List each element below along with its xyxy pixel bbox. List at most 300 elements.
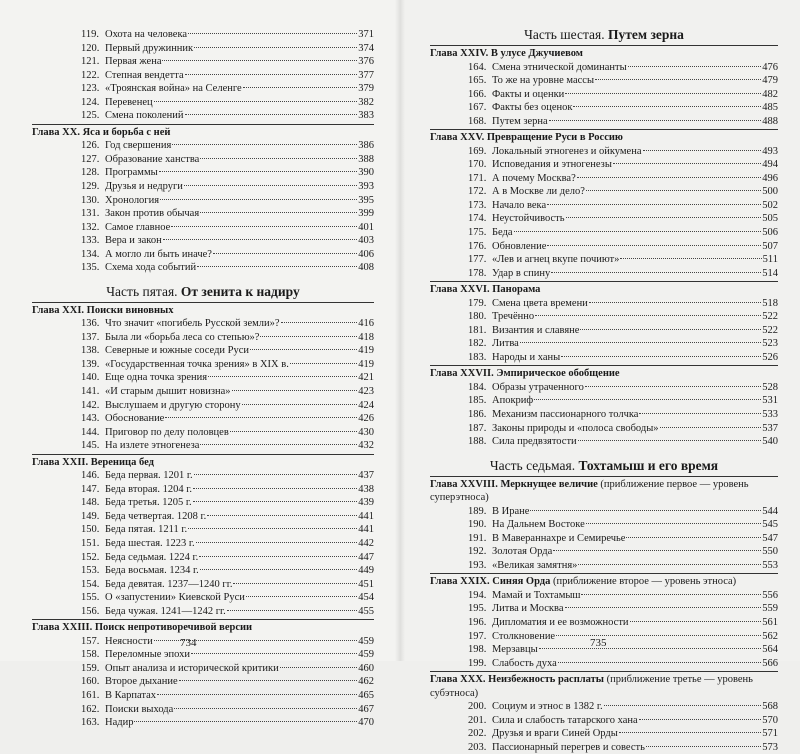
toc-entry	[430, 88, 778, 102]
dot-leader	[581, 594, 761, 595]
entry-number: 153.	[81, 565, 100, 577]
entry-title: Первый дружинник	[105, 42, 194, 54]
entry-number: 176.	[468, 240, 487, 252]
entry-page: 388	[358, 153, 374, 165]
entry-title: Переломные эпохи	[105, 649, 191, 661]
entry-title: Первая жена	[105, 56, 162, 68]
toc-entry	[32, 96, 374, 110]
dot-leader	[586, 190, 761, 191]
entry-page: 518	[762, 297, 778, 309]
part-name: Тохтамыш и его время	[578, 457, 719, 473]
toc-entry	[430, 337, 778, 351]
entry-title: Образование ханства	[105, 153, 200, 165]
dot-leader	[660, 427, 762, 428]
entry-number: 159.	[81, 662, 100, 674]
entry-number: 156.	[81, 605, 100, 617]
dot-leader	[154, 101, 358, 102]
dot-leader	[547, 204, 761, 205]
entry-page: 423	[358, 386, 374, 398]
entry-title: В Мавераннахре и Семиречье	[492, 532, 626, 544]
entry-page: 571	[762, 728, 778, 740]
toc-entry	[430, 381, 778, 395]
entry-page: 566	[762, 657, 778, 669]
toc-entry	[430, 422, 778, 436]
toc-entry	[32, 234, 374, 248]
toc-entry	[32, 358, 374, 372]
dot-leader	[197, 266, 357, 267]
entry-number: 127.	[81, 153, 100, 165]
entry-number: 131.	[81, 208, 100, 220]
chapter-title: Глава XXVII. Эмпирическое обобщение	[430, 368, 620, 380]
dot-leader	[172, 144, 357, 145]
entry-title: Выслушаем и другую сторону	[105, 399, 241, 411]
dot-leader	[200, 444, 357, 445]
entry-number: 194.	[468, 589, 487, 601]
toc-entry	[430, 505, 778, 519]
toc-entry	[32, 703, 374, 717]
entry-title: Путем зерна	[492, 115, 548, 127]
entry-number: 140.	[81, 372, 100, 384]
toc-entry	[32, 139, 374, 153]
entry-page: 430	[358, 426, 374, 438]
entry-page: 494	[762, 159, 778, 171]
right-page	[400, 0, 800, 753]
toc-entry	[32, 510, 374, 524]
entry-number: 161.	[81, 689, 100, 701]
dot-leader	[260, 336, 357, 337]
entry-title: «Государственная точка зрения» в XIX в.	[105, 358, 289, 370]
dot-leader	[160, 199, 357, 200]
chapter-heading	[32, 302, 374, 318]
part-name: От зенита к надиру	[180, 283, 300, 299]
dot-leader	[191, 653, 357, 654]
dot-leader	[243, 87, 358, 88]
entry-number: 197.	[468, 630, 487, 642]
entry-number: 164.	[468, 61, 487, 73]
toc-entry	[430, 351, 778, 365]
entry-title: Беда чужая. 1241—1242 гг.	[105, 605, 226, 617]
toc-entry	[32, 689, 374, 703]
toc-entry	[430, 226, 778, 240]
entry-number: 150.	[81, 524, 100, 536]
part-title	[430, 457, 778, 475]
left-toc-column	[32, 28, 374, 730]
entry-page: 382	[358, 96, 374, 108]
chapter-note: (приближение второе — уровень этноса)	[553, 576, 737, 588]
part-title	[32, 283, 374, 301]
dot-leader	[200, 212, 357, 213]
entry-page: 451	[358, 578, 374, 590]
entry-page: 390	[358, 167, 374, 179]
dot-leader	[565, 93, 761, 94]
dot-leader	[578, 564, 761, 565]
entry-number: 141.	[81, 386, 100, 398]
entry-page: 564	[762, 644, 778, 656]
entry-title: Беда первая. 1201 г.	[105, 470, 193, 482]
entry-number: 201.	[468, 714, 487, 726]
chapter-heading	[430, 365, 778, 381]
dot-leader	[639, 413, 761, 414]
entry-number: 175.	[468, 227, 487, 239]
toc-entry	[32, 426, 374, 440]
dot-leader	[194, 474, 358, 475]
dot-leader	[628, 66, 762, 67]
entry-page: 500	[762, 186, 778, 198]
entry-title: Приговор по делу половцев	[105, 426, 229, 438]
entry-page: 496	[762, 172, 778, 184]
entry-title: Схема хода событий	[105, 262, 197, 274]
chapter-note: (приближение первое — уровень суперэтноса)	[430, 478, 749, 504]
toc-entry	[430, 185, 778, 199]
entry-number: 191.	[468, 532, 487, 544]
entry-title: «И старым дышит новизна»	[105, 386, 231, 398]
entry-title: Друзья и враги Синей Орды	[492, 728, 618, 740]
dot-leader	[551, 272, 761, 273]
chapter-heading	[430, 476, 778, 505]
entry-title: А могло ли быть иначе?	[105, 248, 212, 260]
entry-page: 419	[358, 345, 374, 357]
dot-leader	[185, 114, 358, 115]
entry-title: Беда третья. 1205 г.	[105, 497, 192, 509]
entry-title: «Троянская война» на Селенге	[105, 83, 242, 95]
dot-leader	[619, 732, 761, 733]
toc-entry	[32, 648, 374, 662]
entry-title: А почему Москва?	[492, 172, 576, 184]
entry-page: 493	[762, 145, 778, 157]
dot-leader	[199, 556, 357, 557]
entry-page: 522	[762, 324, 778, 336]
entry-page: 376	[358, 56, 374, 68]
entry-page: 408	[358, 262, 374, 274]
dot-leader	[589, 302, 761, 303]
entry-page: 537	[762, 422, 778, 434]
entry-number: 119.	[81, 29, 99, 40]
entry-page: 379	[358, 83, 374, 95]
part-prefix: Часть шестая.	[524, 27, 605, 42]
dot-leader	[613, 163, 761, 164]
entry-title: Мамай и Тохтамыш	[492, 589, 581, 601]
chapter-heading	[430, 573, 778, 589]
dot-leader	[165, 417, 357, 418]
toc-entry	[32, 261, 374, 275]
left-page	[0, 0, 400, 729]
entry-number: 134.	[81, 248, 100, 260]
dot-leader	[520, 342, 761, 343]
dot-leader	[157, 694, 357, 695]
toc-entry	[32, 153, 374, 167]
entry-title: Беда вторая. 1204 г.	[105, 483, 192, 495]
entry-number: 202.	[468, 728, 487, 740]
dot-leader	[630, 621, 762, 622]
toc-entry	[32, 675, 374, 689]
toc-entry	[430, 714, 778, 728]
toc-entry	[430, 408, 778, 422]
entry-number: 157.	[81, 635, 100, 647]
dot-leader	[188, 528, 357, 529]
toc-entry	[32, 716, 374, 730]
entry-page: 573	[762, 741, 778, 753]
chapter-title: Глава XXII. Вереница бед	[32, 456, 154, 468]
toc-entry	[430, 602, 778, 616]
toc-entry	[32, 331, 374, 345]
entry-title: Поиски выхода	[105, 703, 174, 715]
entry-number: 138.	[81, 345, 100, 357]
dot-leader	[196, 542, 358, 543]
toc-entry	[32, 439, 374, 453]
toc-entry	[32, 578, 374, 592]
entry-title: Неустойчивость	[492, 213, 565, 225]
entry-title: Локальный этногенез и ойкумена	[492, 145, 642, 157]
entry-number: 190.	[468, 519, 487, 531]
entry-title: «Лев и агнец вкупе почиют»	[492, 254, 620, 266]
entry-number: 124.	[81, 96, 100, 108]
entry-title: Факты и оценки	[492, 88, 565, 100]
entry-number: 143.	[81, 413, 100, 425]
toc-entry	[32, 69, 374, 83]
entry-title: Византия и славяне	[492, 324, 580, 336]
chapter-heading	[32, 454, 374, 470]
entry-number: 139.	[81, 358, 100, 370]
toc-entry	[32, 221, 374, 235]
entry-number: 185.	[468, 395, 487, 407]
entry-page: 395	[358, 194, 374, 206]
entry-page: 465	[358, 689, 374, 701]
part-title	[430, 26, 778, 44]
chapter-title: Глава XXI. Поиски виновных	[32, 304, 174, 316]
dot-leader	[573, 106, 761, 107]
entry-title: Северные и южные соседи Руси	[105, 345, 250, 357]
entry-page: 488	[762, 115, 778, 127]
entry-page: 455	[358, 605, 374, 617]
toc-entry	[430, 727, 778, 741]
right-page-number: 735	[590, 637, 607, 649]
entry-page: 511	[762, 254, 778, 266]
entry-number: 145.	[81, 440, 100, 452]
chapter-title: Глава XXIX. Синяя Орда	[430, 576, 551, 588]
entry-number: 151.	[81, 538, 100, 549]
entry-number: 135.	[81, 262, 100, 274]
dot-leader	[163, 239, 358, 240]
dot-leader	[162, 60, 357, 61]
dot-leader	[230, 431, 357, 432]
entry-title: Смена поколений	[105, 110, 184, 122]
toc-entry	[430, 199, 778, 213]
entry-page: 426	[358, 413, 374, 425]
dot-leader	[280, 667, 358, 668]
entry-number: 148.	[81, 497, 100, 509]
entry-page: 485	[762, 102, 778, 114]
toc-entry	[430, 172, 778, 186]
chapter-heading	[430, 129, 778, 145]
dot-leader	[556, 635, 761, 636]
dot-leader	[547, 245, 761, 246]
entry-number: 181.	[468, 324, 487, 336]
dot-leader	[578, 440, 762, 441]
toc-entry	[430, 589, 778, 603]
entry-page: 470	[358, 717, 374, 729]
entry-number: 129.	[81, 180, 100, 192]
dot-leader	[539, 648, 762, 649]
toc-entry	[430, 145, 778, 159]
entry-number: 203.	[468, 741, 487, 753]
part-prefix: Часть седьмая.	[489, 457, 576, 473]
dot-leader	[586, 523, 762, 524]
entry-number: 186.	[468, 409, 487, 421]
chapter-title: Глава XXIII. Поиск непротиворечивой версии	[32, 622, 253, 634]
dot-leader	[174, 708, 357, 709]
dot-leader	[643, 150, 762, 151]
entry-page: 371	[358, 29, 374, 40]
entry-number: 144.	[81, 426, 100, 438]
toc-entry	[32, 605, 374, 619]
entry-title: Друзья и недруги	[105, 180, 183, 192]
entry-title: Хронология	[105, 194, 160, 206]
toc-entry	[430, 545, 778, 559]
entry-number: 177.	[468, 254, 487, 266]
dot-leader	[626, 537, 761, 538]
entry-page: 514	[762, 267, 778, 279]
entry-page: 505	[762, 213, 778, 225]
entry-number: 180.	[468, 311, 487, 323]
dot-leader	[250, 349, 357, 350]
entry-title: Столкновение	[492, 630, 556, 642]
dot-leader	[290, 363, 357, 364]
entry-title: Обоснование	[105, 413, 165, 425]
dot-leader	[565, 607, 762, 608]
entry-number: 121.	[81, 56, 100, 68]
toc-entry	[32, 180, 374, 194]
entry-number: 166.	[468, 88, 487, 100]
entry-title: Самое главное	[105, 221, 171, 233]
dot-leader	[193, 488, 357, 489]
dot-leader	[207, 515, 357, 516]
toc-entry	[32, 564, 374, 578]
chapter-title: Глава XXX. Неизбежность расплаты	[430, 674, 604, 686]
entry-number: 130.	[81, 194, 100, 206]
chapter-title: Глава XXVI. Панорама	[430, 284, 541, 296]
dot-leader	[639, 719, 762, 720]
dot-leader	[561, 356, 761, 357]
entry-title: Была ли «борьба леса со степью»?	[105, 331, 260, 343]
toc-entry	[32, 469, 374, 483]
entry-title: Социум и этнос в 1382 г.	[492, 701, 603, 713]
entry-title: Беда шестая. 1223 г.	[105, 538, 195, 549]
entry-title: А в Москве ли дело?	[492, 186, 585, 198]
toc-entry	[32, 28, 374, 42]
entry-page: 441	[358, 524, 374, 536]
entry-page: 523	[762, 338, 778, 350]
toc-entry	[430, 394, 778, 408]
entry-page: 562	[762, 630, 778, 642]
entry-title: Удар в спину	[492, 267, 551, 279]
dot-leader	[246, 596, 357, 597]
entry-title: Законы природы и «полоса свободы»	[492, 422, 659, 434]
entry-page: 418	[358, 331, 374, 343]
dot-leader	[558, 662, 761, 663]
entry-page: 533	[762, 409, 778, 421]
toc-entry	[430, 518, 778, 532]
toc-entry	[32, 207, 374, 221]
dot-leader	[577, 177, 761, 178]
toc-entry	[32, 194, 374, 208]
entry-number: 128.	[81, 167, 100, 179]
entry-title: Надир	[105, 717, 134, 729]
toc-entry	[430, 741, 778, 754]
entry-page: 459	[358, 635, 374, 647]
entry-title: «Великая замятня»	[492, 559, 578, 571]
entry-title: Перевенец	[105, 96, 153, 108]
toc-entry	[430, 61, 778, 75]
entry-number: 178.	[468, 267, 487, 279]
toc-entry	[430, 212, 778, 226]
entry-page: 540	[762, 436, 778, 448]
toc-entry	[32, 317, 374, 331]
dot-leader	[530, 510, 761, 511]
chapter-heading	[430, 281, 778, 297]
entry-number: 199.	[468, 657, 487, 669]
entry-title: Беда пятая. 1211 г.	[105, 524, 188, 536]
entry-title: Еще одна точка зрения	[105, 372, 208, 384]
entry-title: Степная вендетта	[105, 69, 184, 81]
entry-page: 559	[762, 603, 778, 615]
entry-page: 545	[762, 519, 778, 531]
entry-title: Беда четвертая. 1208 г.	[105, 510, 207, 522]
entry-title: Исповедания и этногенезы	[492, 159, 612, 171]
entry-title: Программы	[105, 167, 158, 179]
entry-number: 125.	[81, 110, 100, 122]
dot-leader	[227, 610, 358, 611]
entry-page: 393	[358, 180, 374, 192]
toc-entry	[430, 324, 778, 338]
entry-title: Год свершения	[105, 140, 172, 152]
toc-entry	[32, 483, 374, 497]
toc-entry	[32, 42, 374, 56]
entry-title: Охота на человека	[105, 29, 188, 40]
toc-entry	[32, 82, 374, 96]
entry-number: 193.	[468, 559, 487, 571]
entry-title: В Карпатах	[105, 689, 157, 701]
entry-title: Беда седьмая. 1224 г.	[105, 551, 199, 563]
entry-page: 442	[358, 538, 374, 549]
entry-title: Опыт анализа и исторической критики	[105, 662, 279, 674]
dot-leader	[534, 399, 761, 400]
toc-entry	[32, 385, 374, 399]
chapter-title: Глава XXIV. В улусе Джучиевом	[430, 48, 583, 59]
entry-page: 403	[358, 235, 374, 247]
entry-page: 449	[358, 565, 374, 577]
entry-title: Образы утраченного	[492, 381, 584, 393]
entry-number: 172.	[468, 186, 487, 198]
entry-page: 482	[762, 88, 778, 100]
toc-entry	[430, 297, 778, 311]
entry-page: 421	[358, 372, 374, 384]
entry-page: 570	[762, 714, 778, 726]
chapter-heading	[32, 619, 374, 635]
entry-page: 568	[762, 701, 778, 713]
entry-page: 506	[762, 227, 778, 239]
entry-title: Второе дыхание	[105, 676, 178, 688]
toc-entry	[32, 109, 374, 123]
entry-page: 432	[358, 440, 374, 452]
entry-title: Мерзавцы	[492, 644, 538, 656]
entry-page: 479	[762, 75, 778, 87]
entry-number: 149.	[81, 510, 100, 522]
entry-number: 182.	[468, 338, 487, 350]
entry-number: 165.	[468, 75, 487, 87]
left-page-number: 734	[180, 637, 197, 649]
chapter-title: Глава XXV. Превращение Руси в Россию	[430, 132, 623, 144]
entry-page: 460	[358, 662, 374, 674]
